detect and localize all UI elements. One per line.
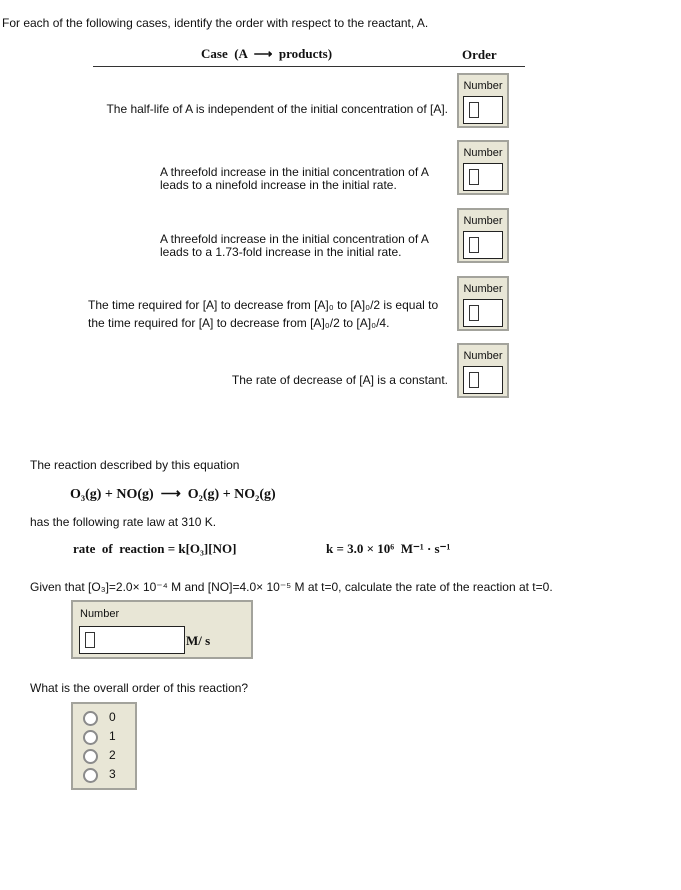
rate-unit: M/ s: [186, 633, 211, 648]
radio-circle[interactable]: [83, 730, 98, 745]
caret: [469, 305, 479, 321]
rate-input[interactable]: [79, 626, 185, 654]
radio-option-3[interactable]: [73, 765, 135, 784]
radio-option-0[interactable]: [73, 708, 135, 727]
radio-circle[interactable]: [83, 768, 98, 783]
case-3: A threefold increase in the initial concentration of A leads to a 1.73-fold increase in the initial rate.: [160, 232, 429, 259]
option-label: 3: [109, 767, 116, 781]
given-text: Given that [O₃]=2.0× 10⁻⁴ M and [NO]=4.0× 10⁻⁵ M at t=0, calculate the rate of the reaction at t=0.: [30, 580, 553, 594]
option-label: 2: [109, 748, 116, 762]
order-input-2[interactable]: [463, 163, 503, 191]
option-label: 1: [109, 729, 116, 743]
case-4: The time required for [A] to decrease from [A]₀ to [A]₀/2 is equal to the time required for [A] to decrease from [A]₀/2 to [A]₀/4.: [88, 298, 439, 330]
order-box-3: [457, 208, 509, 263]
case-2: A threefold increase in the initial concentration of A leads to a ninefold increase in the initial rate.: [160, 165, 429, 192]
number-label: Number: [80, 608, 120, 620]
order-input-5[interactable]: [463, 366, 503, 394]
intro-text: For each of the following cases, identify the order with respect to the reactant, A.: [2, 16, 429, 30]
order-question: What is the overall order of this reaction?: [30, 681, 249, 695]
option-label: 0: [109, 710, 116, 724]
number-label: Number: [463, 283, 503, 295]
caret: [469, 169, 479, 185]
rate-law-intro: has the following rate law at 310 K.: [30, 515, 217, 529]
order-header: Order: [462, 47, 497, 62]
reaction-intro: The reaction described by this equation: [30, 458, 240, 472]
equation: O₃(g) + NO(g) ⟶ O₂(g) + NO₂(g): [70, 487, 276, 502]
radio-circle[interactable]: [83, 711, 98, 726]
radio-option-1[interactable]: [73, 727, 135, 746]
case-1: The half-life of A is independent of the initial concentration of [A].: [106, 102, 448, 116]
rate-law: rate of reaction = k[O₃][NO]: [73, 541, 237, 556]
order-input-1[interactable]: [463, 96, 503, 124]
number-label: Number: [463, 80, 503, 92]
order-box-1: [457, 73, 509, 128]
radio-option-2[interactable]: [73, 746, 135, 765]
number-label: Number: [463, 215, 503, 227]
caret: [469, 372, 479, 388]
caret: [469, 237, 479, 253]
header-divider: [93, 66, 525, 67]
number-label: Number: [463, 147, 503, 159]
order-input-3[interactable]: [463, 231, 503, 259]
reaction-label: (A ⟶ products): [234, 46, 333, 61]
caret: [469, 102, 479, 118]
case-5: The rate of decrease of [A] is a constant.: [231, 373, 448, 387]
rate-answer-box: [71, 600, 253, 659]
caret: [85, 632, 95, 648]
case-header: [201, 46, 332, 62]
rate-constant: k = 3.0 × 10⁶ M⁻¹ · s⁻¹: [326, 541, 451, 556]
number-label: Number: [463, 350, 503, 362]
radio-circle[interactable]: [83, 749, 98, 764]
order-input-4[interactable]: [463, 299, 503, 327]
case-label: Case: [201, 46, 228, 61]
order-box-5: [457, 343, 509, 398]
order-box-2: [457, 140, 509, 195]
order-box-4: [457, 276, 509, 331]
order-options: [71, 702, 137, 790]
